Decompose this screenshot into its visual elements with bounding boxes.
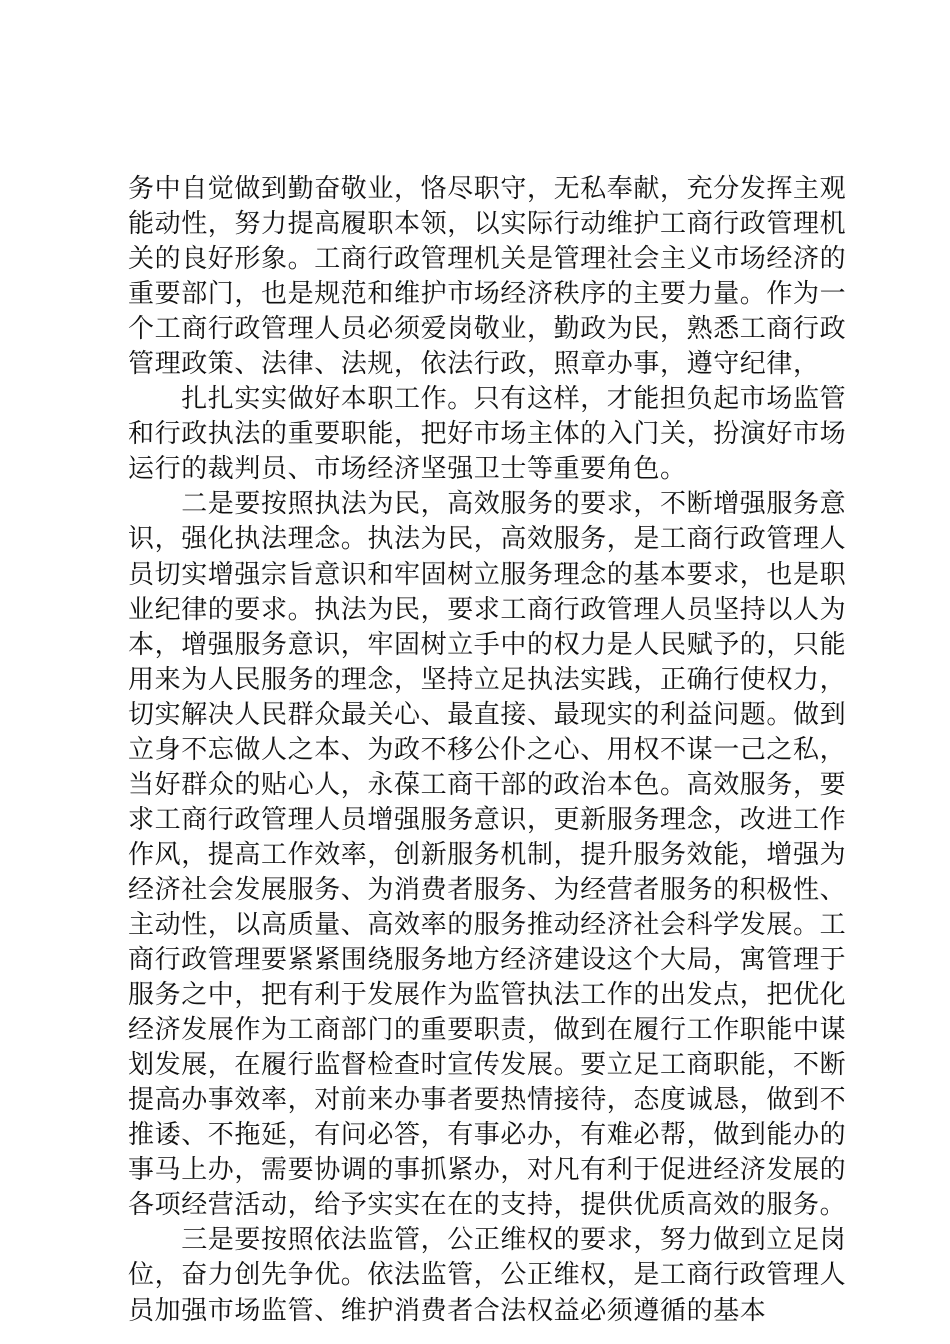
text-line: 运行的裁判员、市场经济坚强卫士等重要角色。 <box>128 454 687 485</box>
text-line: 三是要按照依法监管，公正维权的要求，努力做到立足岗 <box>128 1225 847 1256</box>
text-line: 重要部门，也是规范和维护市场经济秩序的主要力量。作为一 <box>128 279 847 310</box>
text-line: 切实解决人民群众最关心、最直接、最现实的利益问题。做到 <box>128 699 847 730</box>
text-line: 员切实增强宗旨意识和牢固树立服务理念的基本要求，也是职 <box>128 559 847 590</box>
text-line: 服务之中，把有利于发展作为监管执法工作的出发点，把优化 <box>128 980 847 1011</box>
text-line: 求工商行政管理人员增强服务意识，更新服务理念，改进工作 <box>128 804 847 835</box>
text-line: 识，强化执法理念。执法为民，高效服务，是工商行政管理人 <box>128 524 847 555</box>
text-line: 推诿、不拖延，有问必答，有事必办，有难必帮，做到能办的 <box>128 1120 847 1151</box>
text-line: 各项经营活动，给予实实在在的支持，提供优质高效的服务。 <box>128 1190 847 1221</box>
text-line: 扎扎实实做好本职工作。只有这样，才能担负起市场监管 <box>128 384 847 415</box>
text-line: 划发展，在履行监督检查时宣传发展。要立足工商职能，不断 <box>128 1050 847 1081</box>
text-line: 个工商行政管理人员必须爱岗敬业，勤政为民，熟悉工商行政 <box>128 314 847 345</box>
text-line: 事马上办，需要协调的事抓紧办，对凡有利于促进经济发展的 <box>128 1155 847 1186</box>
text-line: 能动性，努力提高履职本领，以实际行动维护工商行政管理机 <box>128 209 847 240</box>
text-line: 和行政执法的重要职能，把好市场主体的入门关，扮演好市场 <box>128 419 847 450</box>
text-line: 经济发展作为工商部门的重要职责，做到在履行工作职能中谋 <box>128 1015 847 1046</box>
text-line: 位，奋力创先争优。依法监管，公正维权，是工商行政管理人 <box>128 1260 847 1291</box>
text-line: 业纪律的要求。执法为民，要求工商行政管理人员坚持以人为 <box>128 594 847 625</box>
document-body <box>128 172 847 1329</box>
text-line: 务中自觉做到勤奋敬业，恪尽职守，无私奉献，充分发挥主观 <box>128 174 847 204</box>
text-line: 关的良好形象。工商行政管理机关是管理社会主义市场经济的 <box>128 244 847 275</box>
text-line: 用来为人民服务的理念，坚持立足执法实践，正确行使权力， <box>128 664 847 695</box>
text-line: 二是要按照执法为民，高效服务的要求，不断增强服务意 <box>128 489 847 520</box>
text-line: 本，增强服务意识，牢固树立手中的权力是人民赋予的，只能 <box>128 629 847 660</box>
text-line: 提高办事效率，对前来办事者要热情接待，态度诚恳，做到不 <box>128 1085 847 1116</box>
text-line: 管理政策、法律、法规，依法行政，照章办事，遵守纪律， <box>128 349 820 380</box>
text-line: 作风，提高工作效率，创新服务机制，提升服务效能，增强为 <box>128 839 847 870</box>
text-line: 立身不忘做人之本、为政不移公仆之心、用权不谋一己之私， <box>128 734 847 765</box>
text-line: 当好群众的贴心人，永葆工商干部的政治本色。高效服务，要 <box>128 769 847 800</box>
text-line: 经济社会发展服务、为消费者服务、为经营者服务的积极性、 <box>128 874 847 905</box>
text-line: 商行政管理要紧紧围绕服务地方经济建设这个大局，寓管理于 <box>128 945 847 976</box>
text-line: 主动性，以高质量、高效率的服务推动经济社会科学发展。工 <box>128 909 847 940</box>
text-line: 员加强市场监管、维护消费者合法权益必须遵循的基本 <box>128 1295 767 1326</box>
